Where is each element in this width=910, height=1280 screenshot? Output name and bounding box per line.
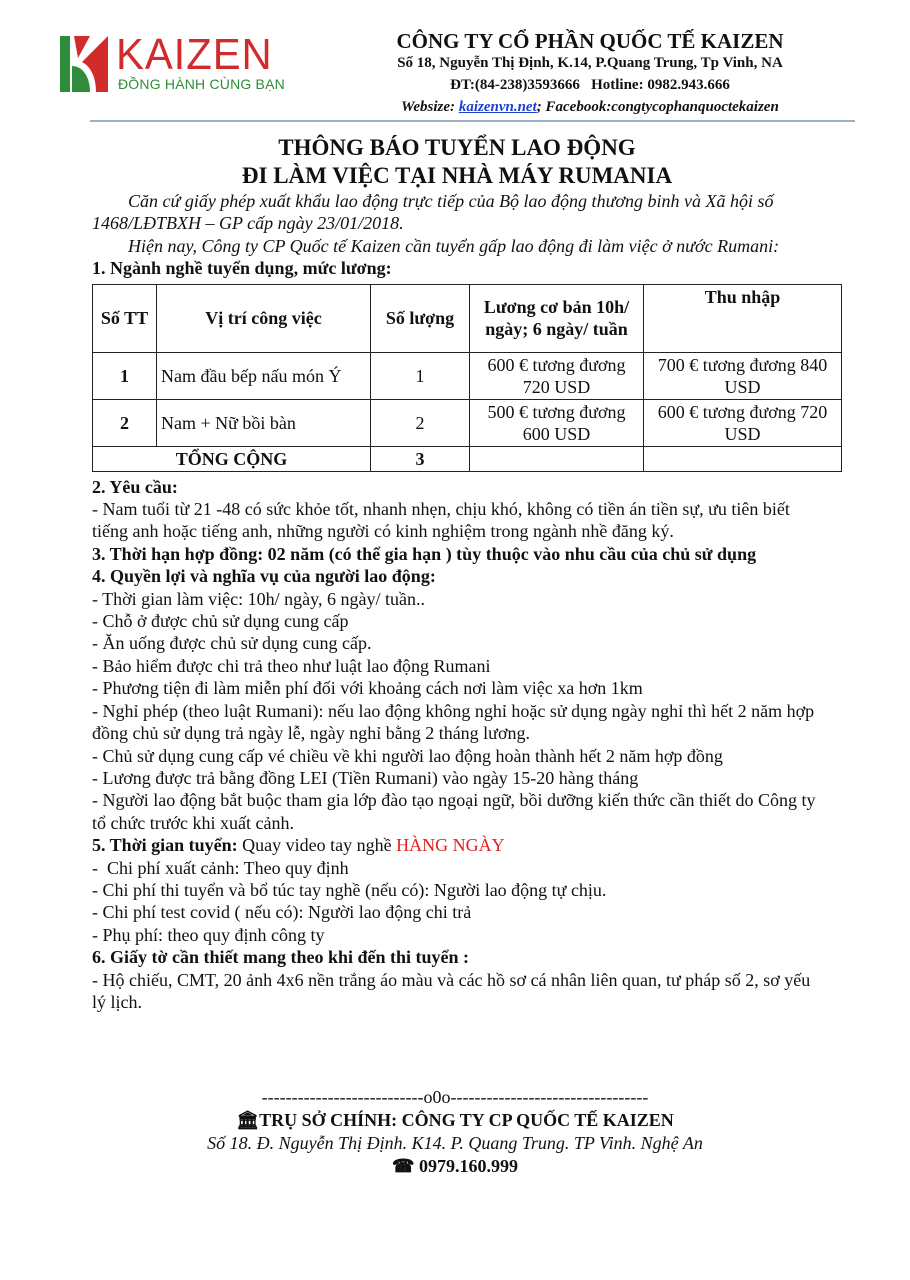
total-value: 3 [371,446,470,471]
title-line-1: THÔNG BÁO TUYỂN LAO ĐỘNG [278,135,636,160]
cell: 600 € tương đương 720 USD [470,352,644,399]
cell: 2 [371,399,470,446]
list-item: - Chủ sử dụng cung cấp vé chiều về khi người lao động hoàn thành hết 2 năm hợp đồng [92,745,723,766]
logo-text: KAIZEN [116,30,273,79]
company-name: CÔNG TY CỔ PHẦN QUỐC TẾ KAIZEN [396,29,784,53]
cell: 500 € tương đương 600 USD [470,399,644,446]
list-item: - Thời gian làm việc: 10h/ ngày, 6 ngày/ tuần.. [92,588,425,609]
footer [90,1086,820,1178]
table-total-row [93,446,842,471]
jobs-table [92,284,842,472]
footer-hq-text: TRỤ SỞ CHÍNH: CÔNG TY CP QUỐC TẾ KAIZEN [259,1110,674,1130]
cell: 1 [371,352,470,399]
section-5-text: Quay video tay nghề [237,835,397,856]
col-header: Vị trí công việc [157,284,371,352]
list-item: - Người lao động bắt buộc tham gia lớp đào tạo ngoại ngữ, bồi dưỡng kiến thức cần thiết do Công ty tổ chức trước khi xuất cảnh. [92,790,816,833]
website-label: Websize: [401,99,459,115]
total-label: TỔNG CỘNG [93,446,371,471]
footer-phone-text: 0979.160.999 [418,1156,518,1176]
bank-icon: 🏛 [236,1110,260,1130]
section-6-text: - Hộ chiếu, CMT, 20 ảnh 4x6 nền trắng áo màu và các hồ sơ cá nhân liên quan, tư pháp số 2, sơ yếu lý lịch. [92,969,811,1012]
section-6-heading: 6. Giấy tờ cần thiết mang theo khi đến thi tuyển : [92,947,469,968]
website-link[interactable]: kaizenvn.net [458,99,537,115]
col-header: Số lượng [371,284,470,352]
document-body [92,134,828,1013]
section-5-label: 5. Thời gian tuyển: [92,835,238,856]
title-line-2: ĐI LÀM VIỆC TẠI NHÀ MÁY RUMANIA [241,163,673,188]
section-1-heading: 1. Ngành nghề tuyển dụng, mức lương: [92,258,392,279]
section-4-list [92,588,822,834]
section-3-heading: 3. Thời hạn hợp đồng: 02 năm (có thể gia hạn ) tùy thuộc vào nhu cầu của chủ sử dụng [92,543,757,564]
list-item: - Chi phí xuất cảnh: Theo quy định [92,857,349,878]
table-row [93,399,842,446]
telephone-icon: ☎ [392,1156,419,1176]
cell: 1 [93,352,157,399]
list-item: - Bảo hiểm được chi trả theo như luật lao động Rumani [92,655,491,676]
section-2-text: - Nam tuổi từ 21 -48 có sức khỏe tốt, nhanh nhẹn, chịu khó, không có tiền án tiền sự, ưu tiên biết tiếng anh hoặc tiếng anh, những người có kinh nghiệm trong ngành nhề đăng ký. [92,499,790,542]
list-item: - Chi phí test covid ( nếu có): Người lao động chi trả [92,902,472,923]
footer-address: Số 18. Đ. Nguyễn Thị Định. K14. P. Quang Trung. TP Vinh. Nghệ An [207,1133,703,1153]
list-item: - Nghỉ phép (theo luật Rumani): nếu lao động không nghỉ hoặc sử dụng ngày nghỉ thì hết 2 năm hợp đồng chủ sử dụng trả ngày lễ, ngày nghỉ bằng 2 tháng lương. [92,700,815,744]
section-5-heading [92,834,822,856]
facebook-text: ; Facebook:congtycophanquoctekaizen [536,99,779,115]
company-info [330,30,850,118]
section-5-highlight: HÀNG NGÀY [396,835,505,856]
cell: Nam đầu bếp nấu món Ý [157,352,371,399]
section-2-heading: 2. Yêu cầu: [92,476,178,497]
list-item: - Chi phí thi tuyển và bổ túc tay nghề (nếu có): Người lao động tự chịu. [92,879,607,900]
list-item: - Ăn uống được chủ sử dụng cung cấp. [92,633,372,654]
col-header: Số TT [93,284,157,352]
logo-k-icon [60,36,110,92]
company-web [330,96,850,118]
col-header: Thu nhập [644,284,842,352]
company-phone: ĐT:(84-238)3593666 Hotline: 0982.943.666 [450,77,730,93]
intro-hiring: Hiện nay, Công ty CP Quốc tế Kaizen cần tuyển gấp lao động đi làm việc ở nước Rumani: [128,235,780,256]
cell [644,446,842,471]
cell: 2 [93,399,157,446]
list-item: - Phương tiện đi làm miễn phí đối với khoảng cách nơi làm việc xa hơn 1km [92,678,643,699]
footer-hq [90,1109,820,1132]
cell: Nam + Nữ bồi bàn [157,399,371,446]
list-item: - Phụ phí: theo quy định công ty [92,924,325,945]
kaizen-logo [60,30,290,96]
list-item: - Lương được trả bằng đồng LEI (Tiền Rumani) vào ngày 15-20 hàng tháng [92,767,639,788]
table-row [93,352,842,399]
logo-tagline: ĐỒNG HÀNH CÙNG BẠN [118,76,285,92]
company-address: Số 18, Nguyễn Thị Định, K.14, P.Quang Trung, Tp Vinh, NA [397,55,783,71]
cell: 700 € tương đương 840 USD [644,352,842,399]
cell: 600 € tương đương 720 USD [644,399,842,446]
section-5-list [92,857,822,947]
intro-legal: Căn cứ giấy phép xuất khẩu lao động trực tiếp của Bộ lao động thương binh và Xã hội số 1468/LĐTBXH – GP cấp ngày 23/01/2018. [92,191,774,234]
footer-divider: ---------------------------o0o--------------------------------- [261,1087,649,1107]
cell [470,446,644,471]
table-header-row [93,284,842,352]
col-header: Lương cơ bản 10h/ ngày; 6 ngày/ tuần [470,284,644,352]
list-item: - Chỗ ở được chủ sử dụng cung cấp [92,611,349,632]
footer-phone [90,1155,820,1178]
header-divider [90,120,855,122]
section-4-heading: 4. Quyền lợi và nghĩa vụ của người lao động: [92,566,436,587]
